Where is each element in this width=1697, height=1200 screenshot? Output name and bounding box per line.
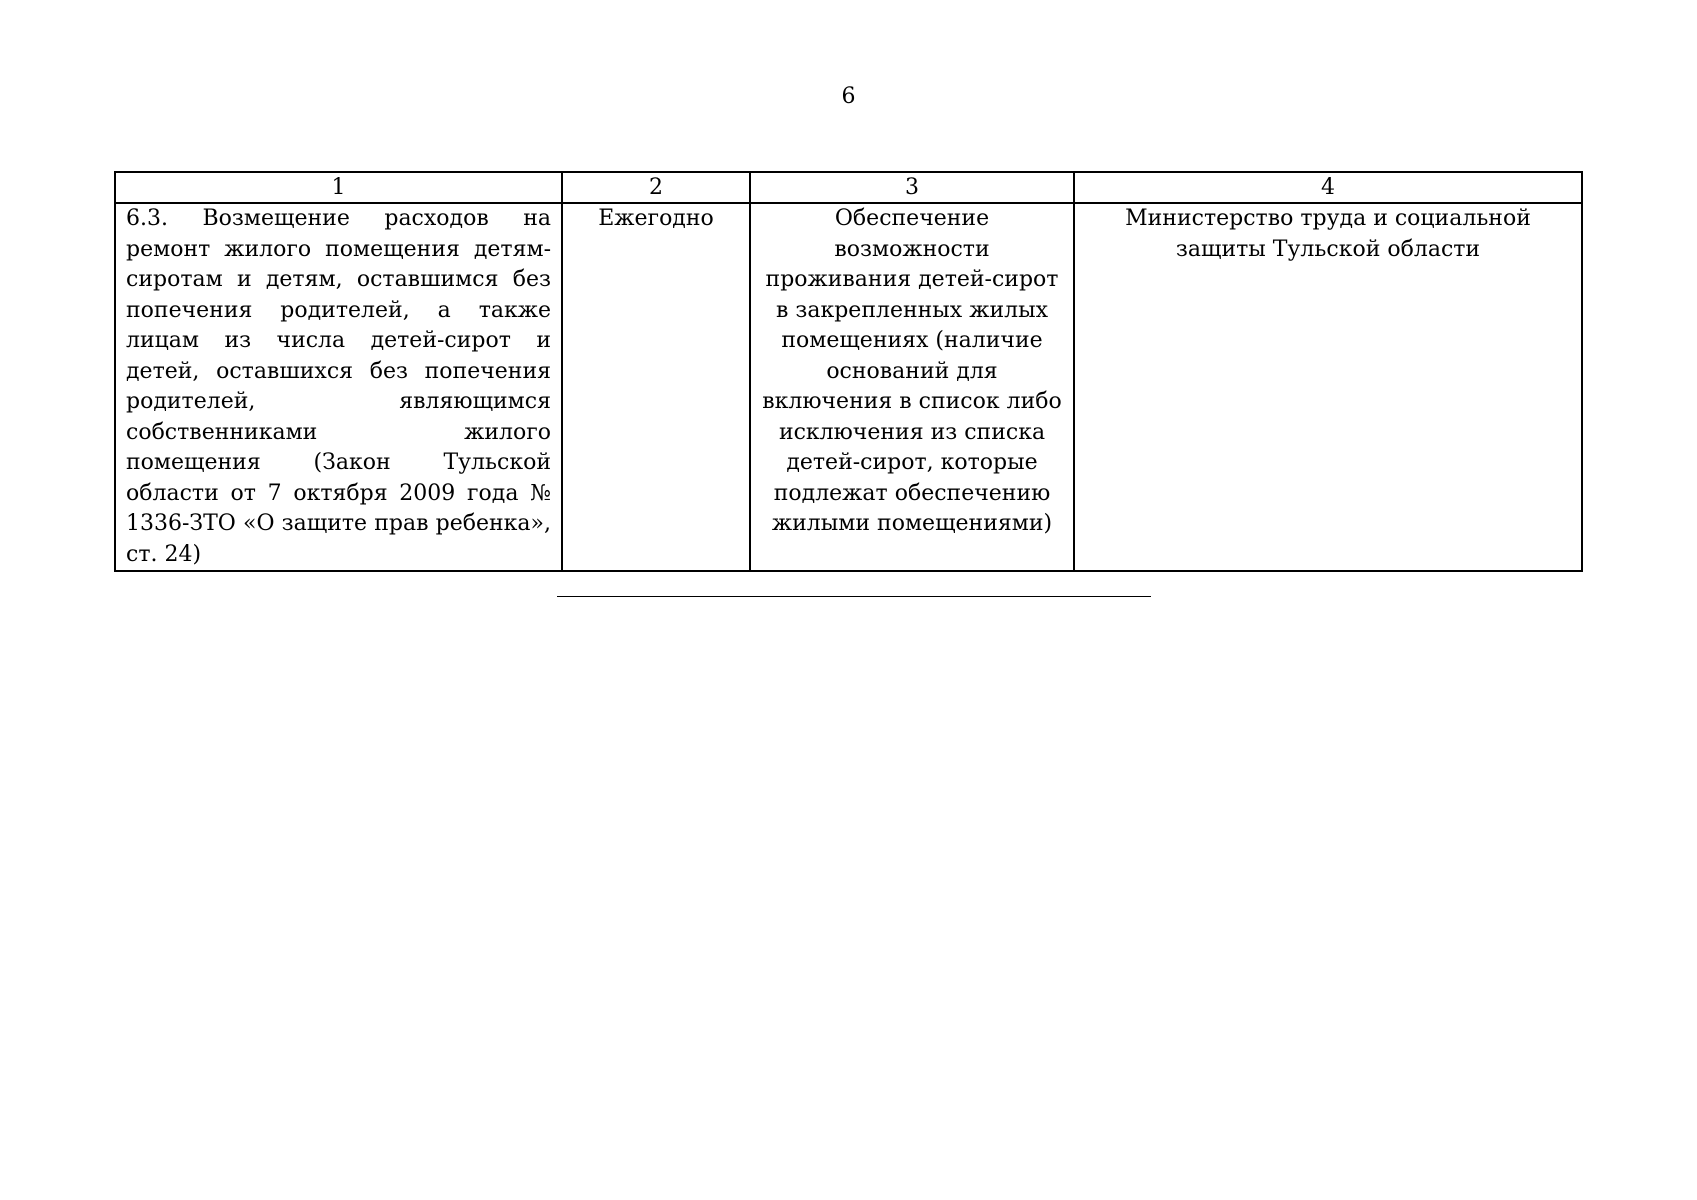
table-header-cell-2: 2 xyxy=(562,172,750,203)
table-header-cell-3: 3 xyxy=(750,172,1074,203)
page-number: 6 xyxy=(841,84,856,109)
table-header-row xyxy=(115,172,1582,203)
measure-description-cell: 6.3. Возмещение расходов на ремонт жилого помещения детям-сиротам и детям, оставшимся без попечения родителей, а также лицам из числа детей-сирот и детей, оставшихся без попечения родителей, являющимся собственниками жилого помещения (Закон Тульской области от 7 октября 2009 года № 1336-ЗТО «О защите прав ребенка», ст. 24) xyxy=(115,203,562,571)
responsible-agency-cell: Министерство труда и социальной защиты Тульской области xyxy=(1074,203,1582,571)
measures-table xyxy=(114,171,1583,572)
expected-result-cell: Обеспечение возможности проживания детей-сирот в закрепленных жилых помещениях (наличие оснований для включения в список либо исключения из списка детей-сирот, которые подлежат обеспечению жилыми помещениями) xyxy=(750,203,1074,571)
end-of-document-rule xyxy=(557,596,1151,597)
table-row xyxy=(115,203,1582,571)
period-cell: Ежегодно xyxy=(562,203,750,571)
table-header-cell-4: 4 xyxy=(1074,172,1582,203)
table-header-cell-1: 1 xyxy=(115,172,562,203)
